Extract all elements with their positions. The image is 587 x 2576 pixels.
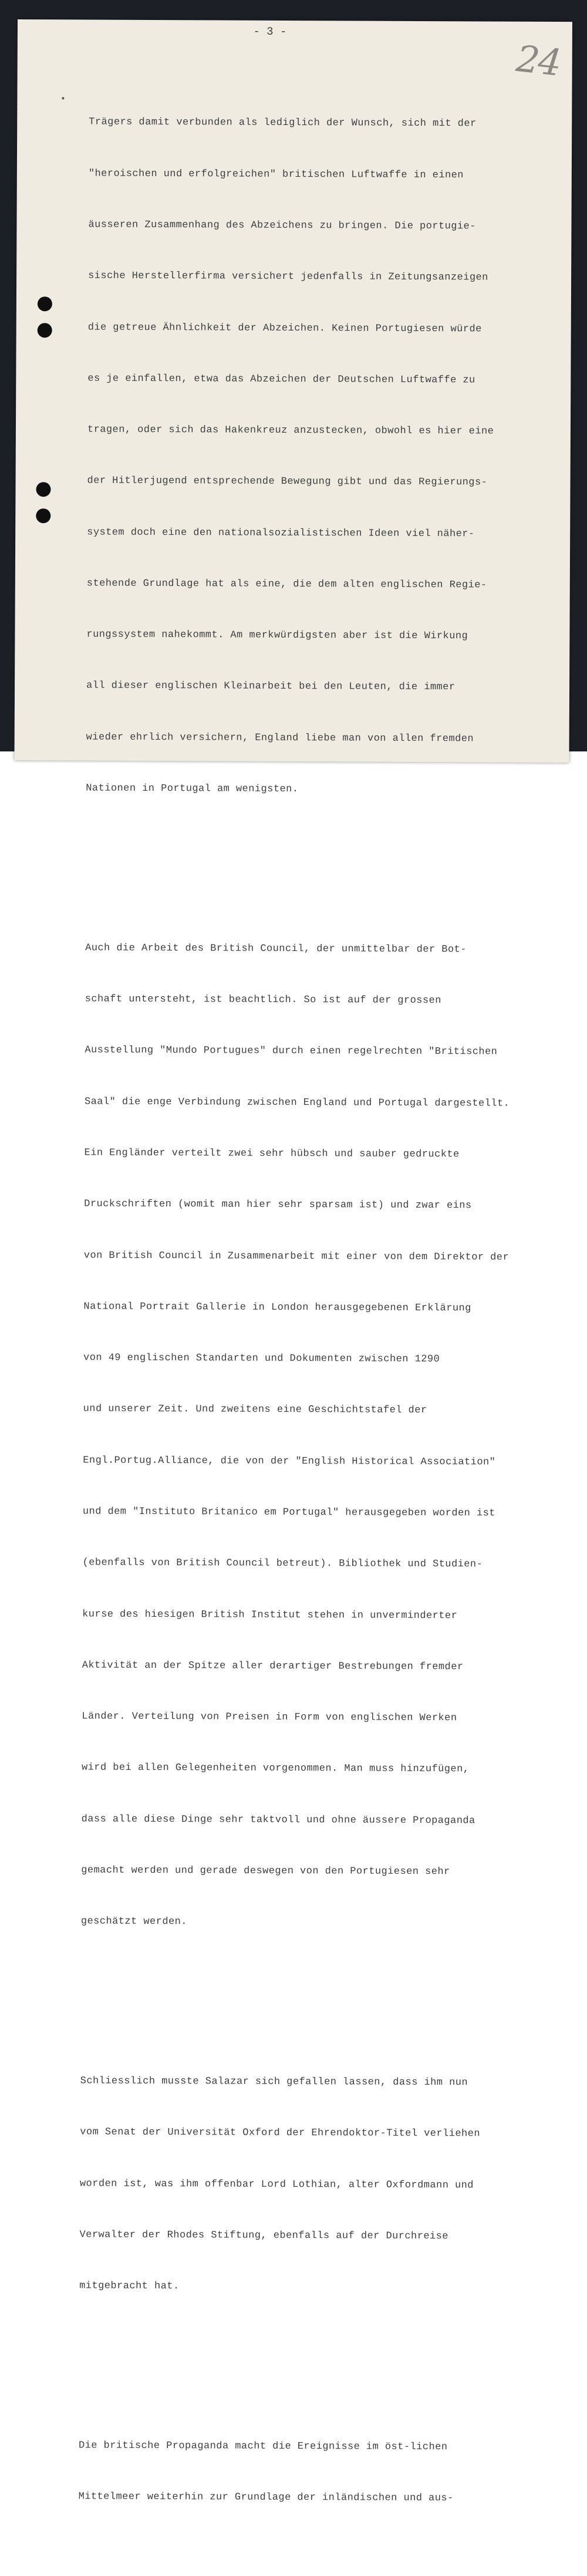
- paragraph-1: [86, 80, 559, 834]
- text-line: tragen, oder sich das Hakenkreuz anzustecken, obwohl es hier eine: [87, 424, 494, 437]
- text-line: all dieser englischen Kleinarbeit bei den Leuten, die immer: [86, 680, 456, 693]
- text-line: von British Council in Zusammenarbeit mit einer von dem Direktor der: [83, 1250, 510, 1263]
- punch-hole: [36, 482, 50, 497]
- text-line: Länder. Verteilung von Preisen in Form von englischen Werken: [82, 1711, 457, 1724]
- text-line: "heroischen und erfolgreichen" britischen Luftwaffe in einen: [88, 168, 464, 181]
- text-line: Auch die Arbeit des British Council, der unmittelbar der Bot-: [85, 942, 467, 956]
- text-line: stehende Grundlage hat als eine, die dem alten englischen Regie-: [86, 578, 487, 591]
- text-line: sische Herstellerfirma versichert jedenfalls in Zeitungsanzeigen: [88, 270, 488, 284]
- punch-hole: [38, 323, 52, 338]
- punch-hole: [38, 296, 52, 311]
- text-line: Trägers damit verbunden als lediglich der Wunsch, sich mit der: [89, 116, 477, 130]
- text-line: Nationen in Portugal am wenigsten.: [86, 783, 299, 795]
- paragraph-2: [81, 905, 555, 1966]
- text-line: der Hitlerjugend entsprechende Bewegung gibt und das Regierungs-: [87, 475, 488, 488]
- text-line: Ein Engländer verteilt zwei sehr hübsch und sauber gedruckte: [84, 1147, 460, 1161]
- text-line: äusseren Zusammenhang des Abzeichens zu bringen. Die portugie-: [88, 219, 476, 232]
- page-number: - 3 -: [253, 25, 287, 39]
- punch-hole: [36, 508, 50, 523]
- text-line: es je einfallen, etwa das Abzeichen der Deutschen Luftwaffe zu: [87, 373, 475, 386]
- text-line: geschätzt werden.: [80, 1916, 187, 1928]
- text-line: gemacht werden und gerade deswegen von den Portugiesen sehr: [81, 1864, 450, 1878]
- text-line: rungssystem nahekommt. Am merkwürdigsten aber ist die Wirkung: [86, 629, 468, 642]
- text-line: und dem "Instituto Britanico em Portugal" herausgegeben worden ist: [82, 1506, 495, 1519]
- text-line: worden ist, was ihm offenbar Lord Lothian, alter Oxfordmann und: [79, 2178, 474, 2191]
- paragraph-gap: [80, 1998, 550, 2006]
- text-line: die getreue Ähnlichkeit der Abzeichen. Keinen Portugiesen würde: [87, 322, 482, 335]
- paragraph-gap: [86, 865, 555, 873]
- text-line: Verwalter der Rhodes Stiftung, ebenfalls auf der Durchreise: [79, 2229, 449, 2243]
- text-line: Druckschriften (womit man hier sehr sparsam ist) und zwar eins: [84, 1198, 472, 1212]
- text-line: Schliesslich musste Salazar sich gefallen lassen, dass ihm nun: [80, 2075, 468, 2089]
- text-line: Mittelmeer weiterhin zur Grundlage der inländischen und aus-: [78, 2491, 454, 2504]
- text-line: mitgebracht hat.: [79, 2280, 180, 2292]
- paragraph-3: [79, 2038, 550, 2331]
- text-line: von 49 englischen Standarten und Dokumenten zwischen 1290: [83, 1352, 440, 1365]
- text-line: wieder ehrlich versichern, England liebe man von allen fremden: [86, 731, 474, 745]
- text-line: dass alle diese Dinge sehr taktvoll und ohne äussere Propaganda: [81, 1813, 475, 1827]
- body-text: [78, 46, 559, 2576]
- typewritten-page: [14, 19, 572, 2504]
- margin-mark: [62, 97, 64, 99]
- paragraph-4: [78, 2403, 548, 2541]
- text-line: Die britische Propaganda macht die Ereignisse im öst-lichen: [78, 2440, 448, 2453]
- text-line: (ebenfalls von British Council betreut). Bibliothek und Studien-: [82, 1557, 483, 1570]
- text-line: system doch eine den nationalsozialistischen Ideen viel näher-: [87, 527, 475, 540]
- text-line: und unserer Zeit. Und zweitens eine Geschichtstafel der: [83, 1403, 427, 1417]
- text-line: Saal" die enge Verbindung zwischen England und Portugal dargestellt.: [84, 1096, 510, 1110]
- text-line: wird bei allen Gelegenheiten vorgenommen. Man muss hinzufügen,: [81, 1762, 470, 1775]
- text-line: vom Senat der Universität Oxford der Ehrendoktor-Titel verliehen: [80, 2126, 481, 2140]
- paragraph-gap: [79, 2363, 549, 2371]
- text-line: kurse des hiesigen British Institut stehen in unverminderter: [82, 1609, 458, 1621]
- handwritten-folio-number: 24: [514, 37, 563, 85]
- text-line: Aktivität an der Spitze aller derartiger Bestrebungen fremder: [82, 1660, 464, 1673]
- text-line: schaft untersteht, ist beachtlich. So ist auf der grossen: [85, 993, 441, 1007]
- text-line: Ausstellung "Mundo Portugues" durch einen regelrechten "Britischen: [85, 1044, 498, 1058]
- text-line: National Portrait Gallerie in London herausgegebenen Erklärung: [83, 1301, 471, 1314]
- text-line: Engl.Portug.Alliance, die von der "English Historical Association": [83, 1455, 496, 1468]
